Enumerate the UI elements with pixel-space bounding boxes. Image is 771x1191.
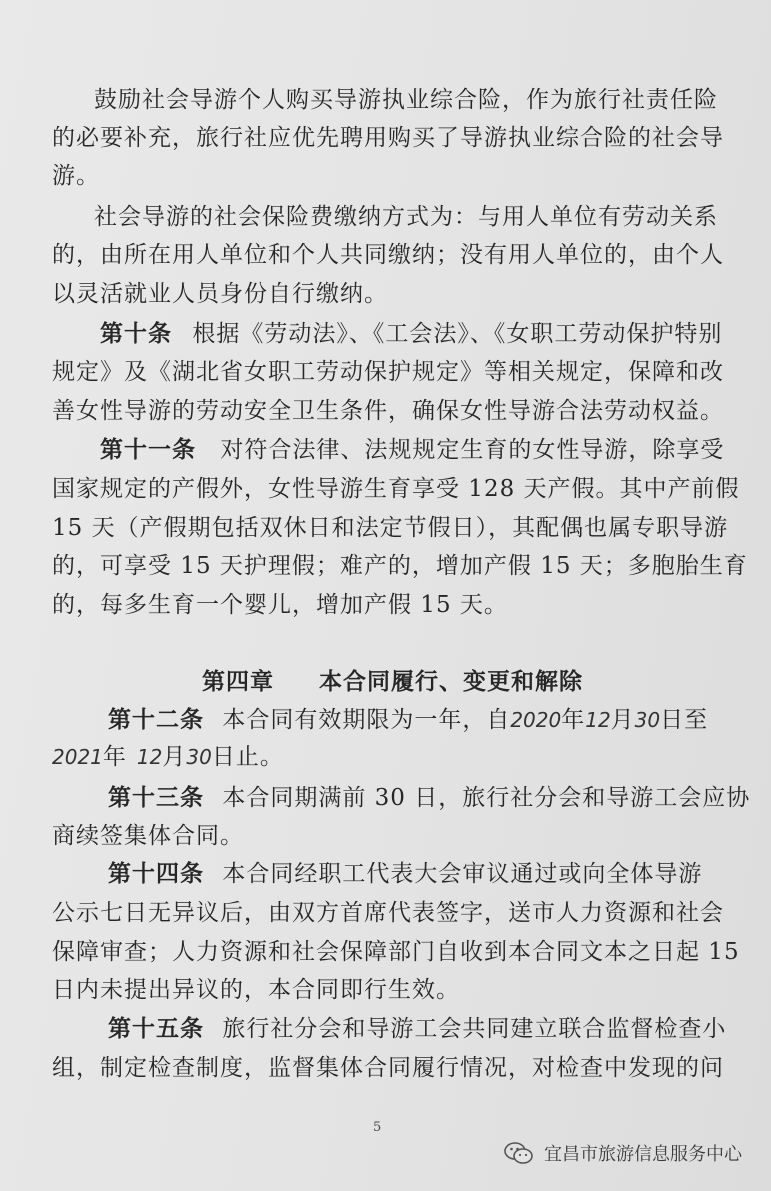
article-12-line-2 [52,743,284,771]
article-title: 第十二条 [108,706,204,733]
article-title: 第十四条 [108,860,204,887]
article-14-line [108,860,702,888]
article-10-line [100,320,722,348]
page-number: 5 [373,1120,382,1135]
paragraph-line: 的，每多生育一个婴儿，增加产假 15 天。 [52,592,508,618]
handwritten-day: 30 [634,708,661,732]
paragraph-line: 游。 [52,163,100,189]
paragraph-line: 善女性导游的劳动安全卫生条件，确保女性导游合法劳动权益。 [52,398,724,424]
watermark-text: 宜昌市旅游信息服务中心 [544,1144,742,1165]
handwritten-year: 2021 [52,745,103,769]
article-text: 本合同经职工代表大会审议通过或向全体导游 [222,861,703,887]
article-text: 本合同有效期限为一年，自 [222,707,511,733]
paragraph-line: 鼓励社会导游个人购买导游执业综合险，作为旅行社责任险 [94,87,718,113]
article-11-line [100,436,724,464]
article-text: 旅行社分会和导游工会共同建立联合监督检查小 [222,1016,727,1042]
paragraph-line: 15 天（产假期包括双休日和法定节假日），其配偶也属专职导游 [52,515,729,541]
paragraph-line: 的必要补充，旅行社应优先聘用购买了导游执业综合险的社会导 [52,125,724,151]
paragraph-line: 社会导游的社会保险费缴纳方式为：与用人单位有劳动关系 [94,204,718,230]
handwritten-month: 12 [136,745,163,769]
wechat-icon [504,1141,534,1165]
article-title: 第十一条 [100,436,196,463]
article-text: 根据《劳动法》、《工会法》、《女职工劳动保护特别 [192,321,723,347]
paragraph-line: 的，可享受 15 天护理假；难产的，增加产假 15 天；多胞胎生育 [52,553,748,579]
paragraph-line: 的，由所在用人单位和个人共同缴纳；没有用人单位的，由个人 [52,242,724,268]
article-text: 年 [102,744,127,770]
article-13-line [108,784,750,812]
watermark [504,1140,742,1166]
handwritten-day: 30 [186,745,212,769]
article-title: 第十五条 [108,1015,204,1042]
paragraph-line: 国家规定的产假外，女性导游生育享受 128 天产假。其中产前假 [52,476,740,502]
article-15-line [108,1015,726,1043]
paragraph-line: 日内未提出异议的，本合同即行生效。 [52,977,460,1003]
article-text: 本合同期满前 30 日，旅行社分会和导游工会应协 [222,785,751,811]
article-text: 对符合法律、法规规定生育的女性导游，除享受 [220,437,725,463]
paragraph-line: 以灵活就业人员身份自行缴纳。 [52,281,388,307]
article-12-line [108,706,708,734]
handwritten-year: 2020 [510,708,562,732]
chapter-number: 第四章 [202,668,274,695]
article-text: 日止。 [211,744,284,770]
paragraph-line: 商续签集体合同。 [52,823,244,849]
article-text: 年 [561,707,586,733]
paragraph-line: 公示七日无异议后，由双方首席代表签字，送市人力资源和社会 [52,900,724,926]
article-text: 月 [610,707,635,733]
paragraph-line: 规定》及《湖北省女职工劳动保护规定》等相关规定，保障和改 [52,359,724,385]
article-text: 日至 [660,707,709,733]
handwritten-month: 12 [585,708,611,732]
chapter-title: 本合同履行、变更和解除 [319,668,584,695]
paragraph-line: 组，制定检查制度，监督集体合同履行情况，对检查中发现的问 [52,1055,724,1081]
paragraph-line: 保障审查；人力资源和社会保障部门自收到本合同文本之日起 15 [52,939,740,965]
article-title: 第十三条 [108,784,204,811]
article-title: 第十条 [100,320,172,347]
article-text: 月 [162,744,187,770]
chapter-heading [202,668,583,696]
